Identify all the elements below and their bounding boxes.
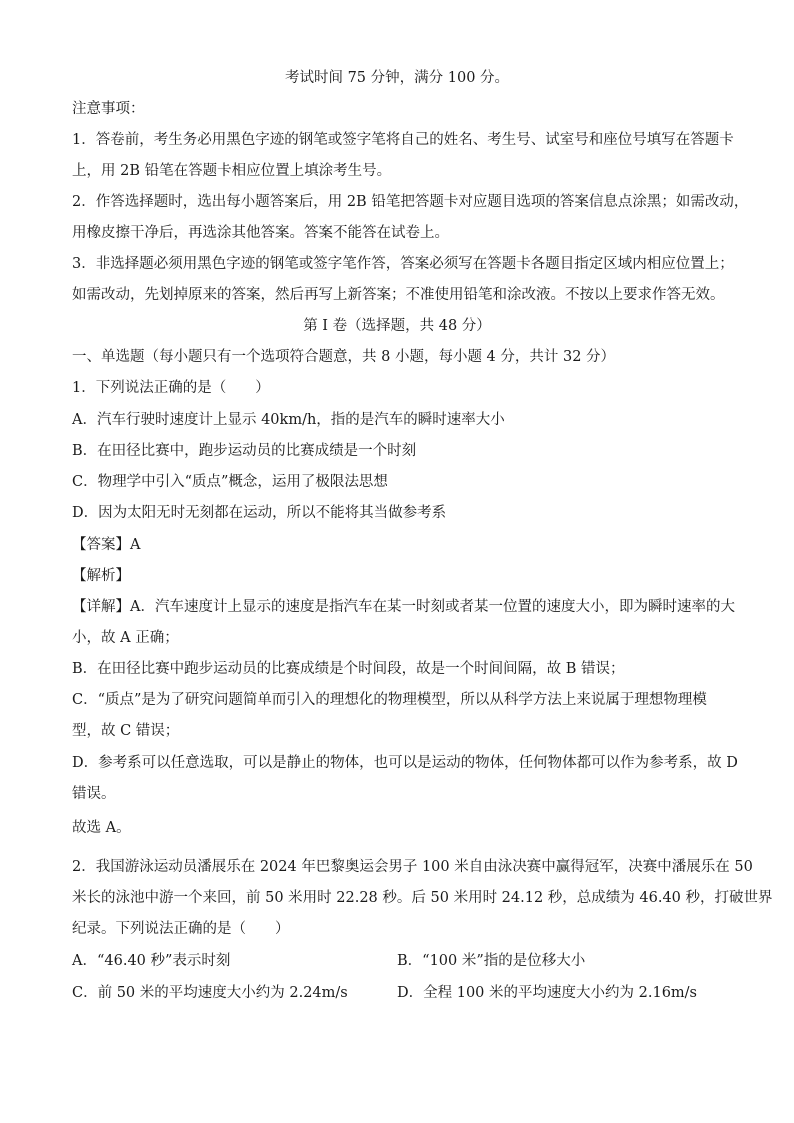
section-title: 第 I 卷（选择题，共 48 分） xyxy=(303,318,491,334)
q2-stem-line: 纪录。下列说法正确的是（ ） xyxy=(72,921,290,937)
q1-option-d: D．因为太阳无时无刻都在运动，所以不能将其当做参考系 xyxy=(72,505,447,521)
q1-analysis-tag: 【解析】 xyxy=(72,568,130,584)
part-heading: 一、单选题（每小题只有一个选项符合题意，共 8 小题，每小题 4 分，共计 32 分） xyxy=(72,349,616,365)
notes-line: 2．作答选择题时，选出每小题答案后，用 2B 铅笔把答题卡对应题目选项的答案信息点涂黑；如需改动， xyxy=(72,194,749,210)
notes-line: 1．答卷前，考生务必用黑色字迹的钢笔或签字笔将自己的姓名、考生号、试室号和座位号填写在答题卡 xyxy=(72,132,734,148)
q1-detail-line: 【详解】A．汽车速度计上显示的速度是指汽车在某一时刻或者某一位置的速度大小，即为瞬时速率的大 xyxy=(72,599,735,615)
notes-line: 3．非选择题必须用黑色字迹的钢笔或签字笔作答，答案必须写在答题卡各题目指定区域内相应位置上； xyxy=(72,256,734,272)
q1-answer: 【答案】A xyxy=(72,537,141,553)
exam-time-line: 考试时间 75 分钟，满分 100 分。 xyxy=(284,70,510,86)
q1-option-a: A．汽车行驶时速度计上显示 40km/h，指的是汽车的瞬时速率大小 xyxy=(72,412,505,428)
q2-option-a: A．“46.40 秒”表示时刻 xyxy=(72,953,231,969)
q2-option-d: D．全程 100 米的平均速度大小约为 2.16m/s xyxy=(397,985,697,1001)
notes-line: 上，用 2B 铅笔在答题卡相应位置上填涂考生号。 xyxy=(72,163,392,179)
q1-detail-line: 错误。 xyxy=(72,786,116,802)
q1-detail-line: C．“质点”是为了研究问题简单而引入的理想化的物理模型，所以从科学方法上来说属于理想物理模 xyxy=(72,692,707,708)
q2-option-c: C．前 50 米的平均速度大小约为 2.24m/s xyxy=(72,985,348,1001)
q1-conclusion: 故选 A。 xyxy=(72,820,131,836)
q1-option-b: B．在田径比赛中，跑步运动员的比赛成绩是一个时刻 xyxy=(72,443,417,459)
q2-stem-line: 2．我国游泳运动员潘展乐在 2024 年巴黎奥运会男子 100 米自由泳决赛中赢得冠军，决赛中潘展乐在 50 xyxy=(72,859,753,875)
notes-line: 如需改动，先划掉原来的答案，然后再写上新答案；不准使用铅笔和涂改液。不按以上要求作答无效。 xyxy=(72,287,725,303)
q1-detail-line: 型，故 C 错误； xyxy=(72,723,180,739)
q1-detail-line: B．在田径比赛中跑步运动员的比赛成绩是个时间段，故是一个时间间隔，故 B 错误； xyxy=(72,661,625,677)
q2-stem-line: 米长的泳池中游一个来回，前 50 米用时 22.28 秒。后 50 米用时 24.12 秒，总成绩为 46.40 秒，打破世界 xyxy=(72,890,773,906)
notes-line: 用橡皮擦干净后，再选涂其他答案。答案不能答在试卷上。 xyxy=(72,225,449,241)
q1-option-c: C．物理学中引入“质点”概念，运用了极限法思想 xyxy=(72,474,388,490)
q2-option-b: B．“100 米”指的是位移大小 xyxy=(397,953,586,969)
q1-stem: 1．下列说法正确的是（ ） xyxy=(72,380,270,396)
q1-detail-line: D．参考系可以任意选取，可以是静止的物体，也可以是运动的物体，任何物体都可以作为参考系，故 D xyxy=(72,755,738,771)
q1-detail-line: 小，故 A 正确； xyxy=(72,630,179,646)
notes-title: 注意事项： xyxy=(72,101,145,117)
